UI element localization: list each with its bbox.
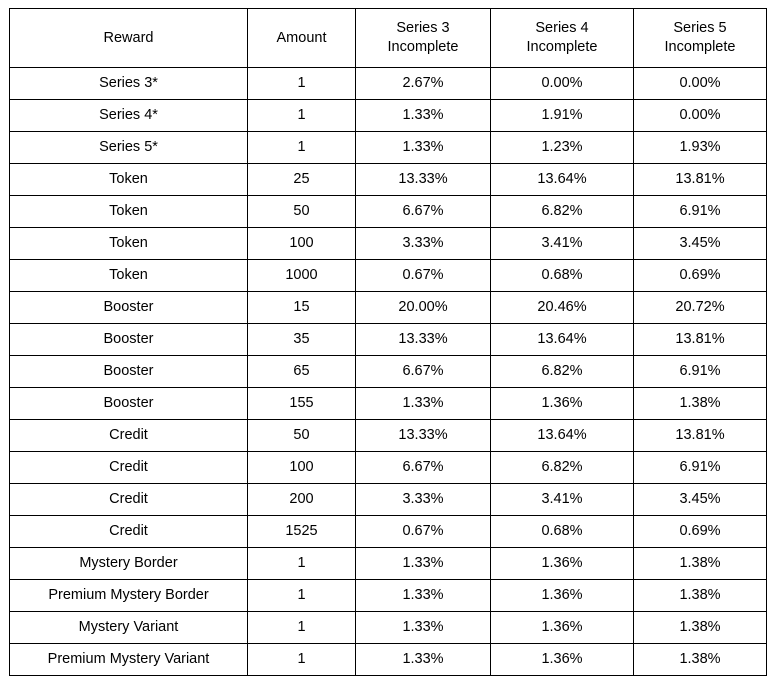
cell-amount: 25 [248, 164, 356, 196]
cell-reward: Series 3* [10, 68, 248, 100]
cell-reward: Series 5* [10, 132, 248, 164]
cell-amount: 50 [248, 196, 356, 228]
cell-s3: 6.67% [356, 356, 491, 388]
cell-s3: 3.33% [356, 228, 491, 260]
column-header-line: Reward [103, 29, 154, 46]
cell-s4: 13.64% [491, 324, 634, 356]
table-row [10, 292, 767, 324]
column-header-reward [10, 9, 248, 68]
cell-s3: 1.33% [356, 388, 491, 420]
table-row [10, 580, 767, 612]
table-row [10, 196, 767, 228]
cell-s5: 1.38% [634, 612, 767, 644]
table-row [10, 420, 767, 452]
cell-reward: Credit [10, 484, 248, 516]
table-row [10, 548, 767, 580]
column-header-s3 [356, 9, 491, 68]
cell-reward: Token [10, 164, 248, 196]
column-header-line: Incomplete [664, 39, 736, 55]
table-row [10, 132, 767, 164]
cell-s4: 0.68% [491, 516, 634, 548]
cell-s5: 0.69% [634, 260, 767, 292]
cell-reward: Booster [10, 324, 248, 356]
cell-s4: 0.00% [491, 68, 634, 100]
cell-s5: 20.72% [634, 292, 767, 324]
cell-amount: 1 [248, 68, 356, 100]
column-header-s4 [491, 9, 634, 68]
table-row [10, 164, 767, 196]
cell-amount: 1000 [248, 260, 356, 292]
cell-s5: 6.91% [634, 452, 767, 484]
cell-amount: 100 [248, 452, 356, 484]
cell-amount: 1 [248, 100, 356, 132]
cell-s4: 0.68% [491, 260, 634, 292]
cell-s5: 1.38% [634, 580, 767, 612]
cell-s4: 6.82% [491, 196, 634, 228]
reward-drop-rate-table [9, 8, 767, 676]
cell-s4: 1.91% [491, 100, 634, 132]
cell-s3: 13.33% [356, 420, 491, 452]
cell-s3: 1.33% [356, 580, 491, 612]
cell-reward: Booster [10, 388, 248, 420]
column-header-line: Series 3 [396, 20, 450, 37]
cell-amount: 155 [248, 388, 356, 420]
table-header [10, 9, 767, 68]
table-row [10, 356, 767, 388]
column-header-line: Amount [276, 29, 327, 46]
cell-s4: 3.41% [491, 228, 634, 260]
cell-s5: 13.81% [634, 324, 767, 356]
table-row [10, 68, 767, 100]
cell-s3: 1.33% [356, 644, 491, 676]
cell-s5: 6.91% [634, 196, 767, 228]
cell-s3: 1.33% [356, 548, 491, 580]
cell-s3: 13.33% [356, 324, 491, 356]
cell-s5: 1.38% [634, 388, 767, 420]
cell-reward: Token [10, 196, 248, 228]
cell-reward: Booster [10, 356, 248, 388]
cell-s3: 6.67% [356, 196, 491, 228]
cell-s3: 0.67% [356, 516, 491, 548]
table-row [10, 260, 767, 292]
cell-s5: 1.38% [634, 548, 767, 580]
table-row [10, 516, 767, 548]
cell-reward: Premium Mystery Variant [10, 644, 248, 676]
cell-s4: 3.41% [491, 484, 634, 516]
cell-s5: 0.00% [634, 100, 767, 132]
cell-reward: Token [10, 260, 248, 292]
column-header-line: Series 5 [673, 20, 727, 37]
cell-amount: 1 [248, 548, 356, 580]
cell-s3: 1.33% [356, 612, 491, 644]
cell-s4: 13.64% [491, 164, 634, 196]
table-row [10, 644, 767, 676]
cell-reward: Credit [10, 516, 248, 548]
column-header-s5 [634, 9, 767, 68]
cell-s5: 13.81% [634, 420, 767, 452]
cell-amount: 50 [248, 420, 356, 452]
cell-s5: 1.38% [634, 644, 767, 676]
cell-reward: Booster [10, 292, 248, 324]
cell-s3: 13.33% [356, 164, 491, 196]
cell-reward: Mystery Border [10, 548, 248, 580]
cell-s4: 6.82% [491, 452, 634, 484]
cell-s5: 0.69% [634, 516, 767, 548]
table-row [10, 228, 767, 260]
table-row [10, 324, 767, 356]
cell-reward: Credit [10, 452, 248, 484]
cell-s4: 1.23% [491, 132, 634, 164]
cell-amount: 65 [248, 356, 356, 388]
cell-s5: 3.45% [634, 228, 767, 260]
reward-table-container [9, 8, 766, 676]
cell-s3: 1.33% [356, 132, 491, 164]
cell-amount: 100 [248, 228, 356, 260]
table-row [10, 100, 767, 132]
table-row [10, 484, 767, 516]
cell-amount: 1 [248, 644, 356, 676]
column-header-line: Series 4 [535, 20, 589, 37]
column-header-amount [248, 9, 356, 68]
cell-amount: 15 [248, 292, 356, 324]
cell-reward: Mystery Variant [10, 612, 248, 644]
cell-s4: 13.64% [491, 420, 634, 452]
cell-s5: 0.00% [634, 68, 767, 100]
table-row [10, 452, 767, 484]
cell-s3: 0.67% [356, 260, 491, 292]
cell-reward: Token [10, 228, 248, 260]
cell-amount: 35 [248, 324, 356, 356]
cell-reward: Premium Mystery Border [10, 580, 248, 612]
cell-s3: 20.00% [356, 292, 491, 324]
table-body [10, 68, 767, 676]
table-header-row [10, 9, 767, 68]
table-row [10, 612, 767, 644]
cell-s3: 1.33% [356, 100, 491, 132]
cell-s4: 1.36% [491, 388, 634, 420]
cell-amount: 1 [248, 580, 356, 612]
cell-reward: Credit [10, 420, 248, 452]
cell-s3: 6.67% [356, 452, 491, 484]
cell-s4: 1.36% [491, 548, 634, 580]
cell-amount: 1 [248, 132, 356, 164]
cell-s4: 6.82% [491, 356, 634, 388]
cell-s4: 1.36% [491, 612, 634, 644]
cell-s5: 3.45% [634, 484, 767, 516]
cell-s4: 1.36% [491, 644, 634, 676]
cell-s4: 20.46% [491, 292, 634, 324]
cell-s4: 1.36% [491, 580, 634, 612]
cell-amount: 200 [248, 484, 356, 516]
column-header-line: Incomplete [526, 39, 598, 55]
cell-s5: 13.81% [634, 164, 767, 196]
cell-amount: 1 [248, 612, 356, 644]
column-header-line: Incomplete [387, 39, 459, 55]
cell-s3: 3.33% [356, 484, 491, 516]
cell-s5: 1.93% [634, 132, 767, 164]
cell-s3: 2.67% [356, 68, 491, 100]
table-row [10, 388, 767, 420]
cell-reward: Series 4* [10, 100, 248, 132]
cell-s5: 6.91% [634, 356, 767, 388]
cell-amount: 1525 [248, 516, 356, 548]
